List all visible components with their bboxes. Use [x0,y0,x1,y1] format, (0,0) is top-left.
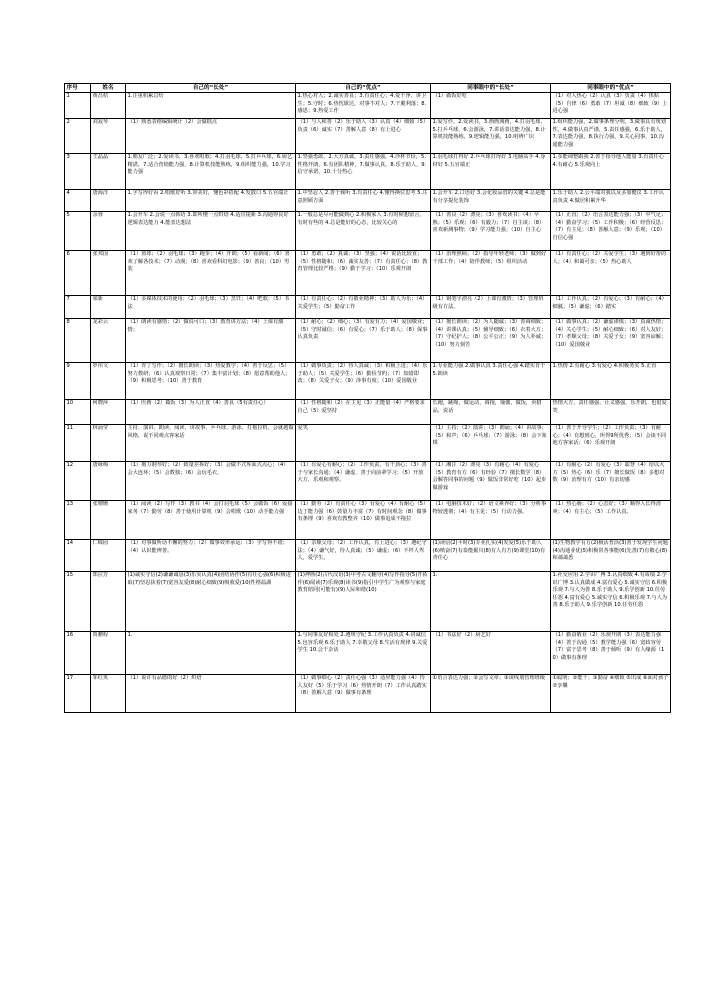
cell-no: 15 [65,572,91,632]
cell-name: 唐咏梅 [91,462,126,501]
cell-peer-merit: （1）对人热心（2）认真（3）负责（4）体贴（5）自律（6）勇敢（7）坦诚（8）细致（9）上进心强 [551,93,671,119]
cell-name: 王晶晶 [91,154,126,190]
header-self-strength: 自己的“长处” [126,84,296,93]
table-row [65,93,671,119]
cell-peer-strength: 1.专业能力强 2.做事认真 3.责任心强 4.踏实肯干 5.朗读 [431,363,551,400]
cell-peer-strength: (1)读信(2)平时(3)专业扎实(4)发爱(5)乐于助人(6)喷奋(7)有泰能掘川(8)有人有方(9)课堂(10)有青任心 [431,540,551,572]
cell-self-strength: 1.朋友广泛；2.爱读书，3.喜欢唱歌；4.打羽毛球，5.打乒乓球，6.厨艺精湛，7.适合营销能力强，8.计算机技能熟练，9.组织能力强，10.学习能力强 [126,154,296,190]
table-row [65,501,671,540]
table-row [65,319,671,363]
cell-no: 14 [65,540,91,572]
table-row [65,296,671,319]
cell-peer-merit: （1）做事认真；（2）谦虚谨慎；（3）真诚热情；（4）关心学生；（5）耐心细致；（6）对人友好；（7）孝顺父母；（8）关爱子女；（9）宽容谅解；（10）爱国敬业 [551,319,671,363]
cell-peer-merit: （1）善于开导学生；（2）工作负责；（3）有耐心；（4）有想到心，所得9所优秀；（5）会谈不同地方客家话；（6）乐观开朗 [551,425,671,462]
cell-peer-merit: (1)生物教学有方(2)极活普活(3)善于发现学生问题(4)沟通业优(5)积极常各事能(6)先善(7)有敬心(8)和蔼蔼悉 [551,540,671,572]
cell-peer-strength: 1.爱写作，2.爱读书，3.画画漫画，4.打羽毛球，5.打乒乓球，6.会游泳，7.讲话表达能力强，8.计算机技能熟练，9.逻辑能力强，10.明辨广识 [431,119,551,154]
cell-self-merit: 1.热心对人；2.诚实善良；3.有责任心；4.爱干净、讲卫生；5.守时；6.热忱歇达，对事不对人；7.干脆利落；8.感恩；9.热爱工作 [296,93,431,119]
cell-peer-merit: 1.组织能力强，2.做事条理分明，3.做事具有规划性，4.做事认真严谨，5.责任感强，6.乐于助人，7.表达能力强，8.执行力强，9.关心同事，10.沟通能力强 [551,119,671,154]
cell-peer-strength: （1）擅长朗读；（2）为人随诚；（3）善调细致；（4）讲课认真；（5）辅导细致；（6）衣着大方；（7）守纪护人；（8）公平公正；（9）为人朴诚；（10）努力刻苦 [431,319,551,363]
cell-self-strength: （1）对事做听话不懈的努力；（2）做事效率承运；（3）字写得不错；（4）认识能辨善。 [126,540,296,572]
cell-peer-merit: 1.社交应用 2.学识广博 3.认真细致 4.有成绩 2.学识广博 3.认真做成 4.富有爱心 5.诚实守信 6.积极乐观 7.与人为善 8.乐于助人 9.乐学创新 10.任劳任怨 4.富有爱心 5.诚实守信 6.积极乐观 7.与人为善 8.乐于助人 9.乐学创新 10.任劳任怨 [551,572,671,632]
strengths-table [64,83,671,713]
cell-self-merit: （1）勇敢；（2）真诚；（3）坚强；（4）说话比较直；（5）性格随和；（6）诚实友善；（7）有责任心；（8）教育管理比较严格；（9）勤于学习；（10）乐观开朗 [296,251,431,296]
table-row [65,675,671,713]
cell-peer-strength: ①语言表达力强；②会写文章；③谈线划管理班级 [431,675,551,713]
cell-self-merit: 爱笑 [296,425,431,462]
cell-self-strength: （1）熟悉表格编辑统计（2）会做糕点 [126,119,296,154]
cell-peer-merit: 热情大方，责任感强，止义感强，乐开朗，也很爱笑 [551,400,671,425]
cell-no: 5 [65,212,91,251]
cell-self-strength: 1.字写得好看 2.唱歌好听 3.审美好，懂色彩搭配 4.发散口 5.五官端正 [126,190,296,212]
cell-peer-strength: 长跑，跳绳，做运动，调拖，瑜伽，做饭，卖猎品，说话 [431,400,551,425]
cell-peer-merit: （1）正直；（2）语言表达能力强；（3）中气足；（4）勤奋学习；（5）工作积极；（6）经营反思；（7）有主见；（8）善解人意；（9）乐观；（10）自信心强 [551,212,671,251]
cell-peer-strength: （1）主持；（2）演讲；（3）朗诵；（4）讲故事；（5）和声；（6）乒乓球；（7）游泳；（8）会下象棋 [431,425,551,462]
cell-peer-merit: ①聪明；②能干；③勤奋 ④细致 ⑤出成 ⑥面对孩子 ⑦享樂 [551,675,671,713]
cell-self-merit: （1）亲顺父母；（2）工作认真，有上进心；（3）遵纪守法；（4）谦气好，待人真诚；（5）谦虚；（6）不拜人驾人，爱学生。 [296,540,431,572]
cell-peer-strength: 1.羽毛球打得好 2.乒乓球打得好 3.电脑高手 4.身材好 5.五官端正 [431,154,551,190]
cell-peer-merit: （1）热心肠；（2）心态好；（3）顺得人长得清爽；（4）有主心；（5）工作认真。 [551,501,671,540]
cell-peer-merit: 1.热情 2.有耐心 3.有爱心 4.积极务实 5.正直 [551,363,671,400]
cell-peer-merit: （1）有耐心（2）有爱心（3）聪慧（4）给以大方（5）热心（6）乐（7）擅长做饭（8）多想对数（9）治理有方（10）有亲切感 [551,462,671,501]
cell-no: 10 [65,400,91,425]
cell-peer-merit: （1）勤奋敬业（2）乐观开朗（3）表达能力强（4）善于沟通（5）教学能力强（6）宽政容劳（7）富于思考（8）善于倾听（9）有人缘源（10）做事有条理 [551,632,671,675]
cell-self-merit: （1）做事负责；（2）待人真诚；（3）积极上进；（4）乐于助人；（5）关爱学生；（6）勤俭节约；（7）知错即改；（8）关爱子女；（9）涉事有度；（10）爱国敬业 [296,363,431,400]
cell-self-strength: （1）多媒体技术的使用；（2）羽毛球；（3）烹饪；（4）吧歌；（5）书法 [126,296,296,319]
cell-no: 3 [65,154,91,190]
cell-peer-merit: （1）工作认真；（2）有爱心；（3）有耐心；（4）细腻；（5）谦虚；（6）踏实 [551,296,671,319]
header-peer-strength: 同事眼中的“长处” [431,84,551,93]
cell-no: 11 [65,425,91,462]
cell-name: 刘寂琴 [91,119,126,154]
cell-peer-strength: （1）书法好（2）厨艺好 [431,632,551,675]
cell-peer-strength: （1）湘汪（2）漂亮（3）有耐心（4）有爱心（5）教育有方（6）有经验（7）擅长数学（8）会解答同事的问题（9）做饭非常好吃（10）起步做游戏 [431,462,551,501]
cell-no: 12 [65,462,91,501]
cell-self-strength: （1）医画（2）做饭（3）为人正直（4）善良（5有责任心） [126,400,296,425]
cell-no: 6 [65,251,91,296]
cell-name: 唐海洋 [91,190,126,212]
cell-no: 8 [65,319,91,363]
cell-self-strength: （1）说许有品德的好（2）烘焙 [126,675,296,713]
header-self-merit: 自己的“优点” [296,84,431,93]
cell-name: 黄昌桔 [91,93,126,119]
cell-self-merit: （1）性格随和（2）在主见（3）正能量（4）严格要求自己（5）爱坚持 [296,400,431,425]
cell-name: 贾鹏程 [91,632,126,675]
header-row [65,84,671,93]
cell-self-strength: （1）朗读有感情；（2）做说可口；（3）教育讲方法；（4）上课有激情； [126,319,296,363]
table-row [65,425,671,462]
table-row [65,251,671,296]
cell-self-merit: （1）做事细心（2）责任心强（3）适应能力强（4）待人友好（5）乐于学习（6）热情开朗（7）工作认真踏实（8）善解人意（9）做事有条理 [296,675,431,713]
cell-name: 梁新 [91,296,126,319]
table-row [65,212,671,251]
header-no: 序号 [65,84,91,93]
cell-self-merit: （1）有爱心有耐心；（2）工作负责，有干劲心；（3）善于与家长沟通；（4）谦虚，善于向前辈学习；（5）开放大方，乐观和观察。 [296,462,431,501]
cell-self-merit: 1.中坚忍人 2.善于倾听 3.有责任心 4.懂得换位思考 5.注意照顾方面 [296,190,431,212]
cell-peer-strength: （1）电脑技术好；（2）语文素养好；（3）分析事物较透彻；（4）有主见；（5）行动力强。 [431,501,551,540]
cell-no: 2 [65,119,91,154]
cell-self-strength: 主持、演讲、朗读、阅读、讲故事、乒乓球、游泳、打拖拉机、会就越做风格，说不同观点客家话 [126,425,296,462]
cell-name: 罗伟文 [91,363,126,400]
cell-peer-merit: 1.乐于助人 2.公平端对我以及多加健议 3.工作认真负责 4.做居积累升华 [551,190,671,212]
cell-name: 林涌莹 [91,425,126,462]
cell-self-strength: （1）青丁写作；（2）擅长朗读；（3）热爱教学；（4）善于反思；（5）努力教研；（6）认真观察日常；（7）集丰富计划；（8）愿意帮助他人；（9）积极思考；（10）善于教育 [126,363,296,400]
cell-name: 龙彩云 [91,319,126,363]
header-peer-merit: 同事眼中的“优点” [551,84,671,93]
cell-no: 17 [65,675,91,713]
table-row [65,632,671,675]
table-row [65,154,671,190]
cell-self-strength: （1）擅力钢琴好；（2）致量差拆好；（3）会做不式库面式点心；（4）会大连环；（5）会数独；（6）会玩毛衣。 [126,462,296,501]
cell-self-strength: （1）篮球；（2）羽毛球；（3）跑步；（4）开朗；（5）看新闻；（6）喜欢了解各技术；（7）动漫；（8）喜欢看科幻电影；（9）善良；（10）男装 [126,251,296,296]
cell-name: 张邦国 [91,251,126,296]
cell-no: 4 [65,190,91,212]
cell-self-merit: （1）耐心；（2）细心；（3）有爱有力；（4）爱国敬业；（5）守时诚信；（6）有爱心；（7）乐于助人；（8）保事认真负责 [296,319,431,363]
cell-peer-strength: （1）做饭好吃 [431,93,551,119]
table-row [65,363,671,400]
cell-peer-merit: （1）有责任心；（2）关爱学生；（3）遇到好帮的人；（4）和蔼可亲；（5）热心助人 [551,251,671,296]
cell-self-merit: （1）有责任心；（2）有敬业精神；（3）助人为乐；（4）关爱学生；（5）勤奋工作 [296,296,431,319]
cell-peer-strength: （1）治理照顾；（2）指导年轻老师；（3）做到好干部工作；（4）陪伴教师；（5）组织活动 [431,251,551,296]
cell-no: 16 [65,632,91,675]
cell-self-strength: （1）阅读（2）写作（3）教书（4）会打羽毛球（5）会做饭（6）爱接家务（7）勤劳（8）善于使用计算机（9）会唱歌（10）动手能力强 [126,501,296,540]
cell-no: 9 [65,363,91,400]
header-name: 姓名 [91,84,126,93]
cell-self-merit: （1）勤劳（2）有责任心（3）有爱心（4）有耐心（5）边丁能力强（6）鼓量力丰富（7）有时间观念（8）做事有条理（9）喜欢有教整齐（10）做事追成不拖拉 [296,501,431,540]
table-row [65,572,671,632]
cell-no: 1 [65,93,91,119]
cell-name: 张珊珊 [91,501,126,540]
cell-peer-strength: 1. [431,572,551,632]
cell-self-merit: 1.与同事友好相处 2.遵规守纪 3.工作认真负责 4.讲诚信 5.包容乐观 6.乐于助人 7.幸敬父母 8.生活有规律 9.关爱学生 10.会干杂活 [296,632,431,675]
document-page [64,83,670,713]
cell-peer-strength: 1.会开车 2.口语好 3.会化妆品管的关键 4.总是能有分享提化装饰 [431,190,551,212]
cell-self-strength: 1.注重积累总结 [126,93,296,119]
table-row [65,462,671,501]
cell-name: 仁嵘园 [91,540,126,572]
cell-self-merit: 1.一般总是尽可能做到心 2.积极家人 3.有时候想留言，有时有些的 4.总是能好的心态，比较关心的 [296,212,431,251]
cell-no: 13 [65,501,91,540]
cell-no: 7 [65,296,91,319]
cell-name: 何晓萍 [91,400,126,425]
table-row [65,540,671,572]
table-row [65,119,671,154]
cell-self-strength: 1. [126,632,296,675]
cell-name: 郑拉芳 [91,572,126,632]
cell-self-merit: （1）与人和善（2）乐于助人（3）认真（4）细致（5）负责（6）诚实（7）善解人意（8）有上进心 [296,119,431,154]
cell-self-strength: (1)诚实守信(2)谦谦诚恳(3)乐实认真(4)团结协作(5)有任心强(6)积极进取(7)坚忍执着(7)宽容友爱(8)耐心细致(9)吸收爱(10)性格温湖 [126,572,296,632]
cell-name: 余蓉 [91,212,126,251]
cell-peer-merit: 1.多能调整跟我 2.善于指导他人能量 3.有责任心 4.有耐心 5.乐观向上 [551,154,671,190]
table-row [65,190,671,212]
cell-name: 邹红英 [91,675,126,713]
cell-self-merit: (1)押画(2)古代汉语(3)中考古文翻导(4)写作指导(5)开拓作(6)阅读(7)乐观(8)读书(9)指引中学生广为观察与家庭教育陪同(可能有)(9)人际和谐(10) [296,572,431,632]
cell-self-merit: 1.坚强勇敢，2.大方真诚，3.责任感强，4.沙杯节俭，5.性格开朗，6.有团队精神，7.做事认真，8.乐于助人，9.信守承诺，10.十分热心 [296,154,431,190]
cell-self-strength: 1.会开车 2.会说一点韩语 3.即所懂一点烘焙 4.适宜提新 3.沟通得良好逻辑表达能力 4.能表达想法 [126,212,296,251]
cell-peer-strength: （1）善良（2）漂亮；（3）喜欢读书；（4）早熟；（5）乐观；（6）有毅力；（7）自主谈；（8）喜欢新测事物；（9）学习能力强；（10）自主心 [431,212,551,251]
cell-peer-strength: （1）钢笔字漂亮（2）上课有激情；（3）管理班级有方法。 [431,296,551,319]
table-row [65,400,671,425]
